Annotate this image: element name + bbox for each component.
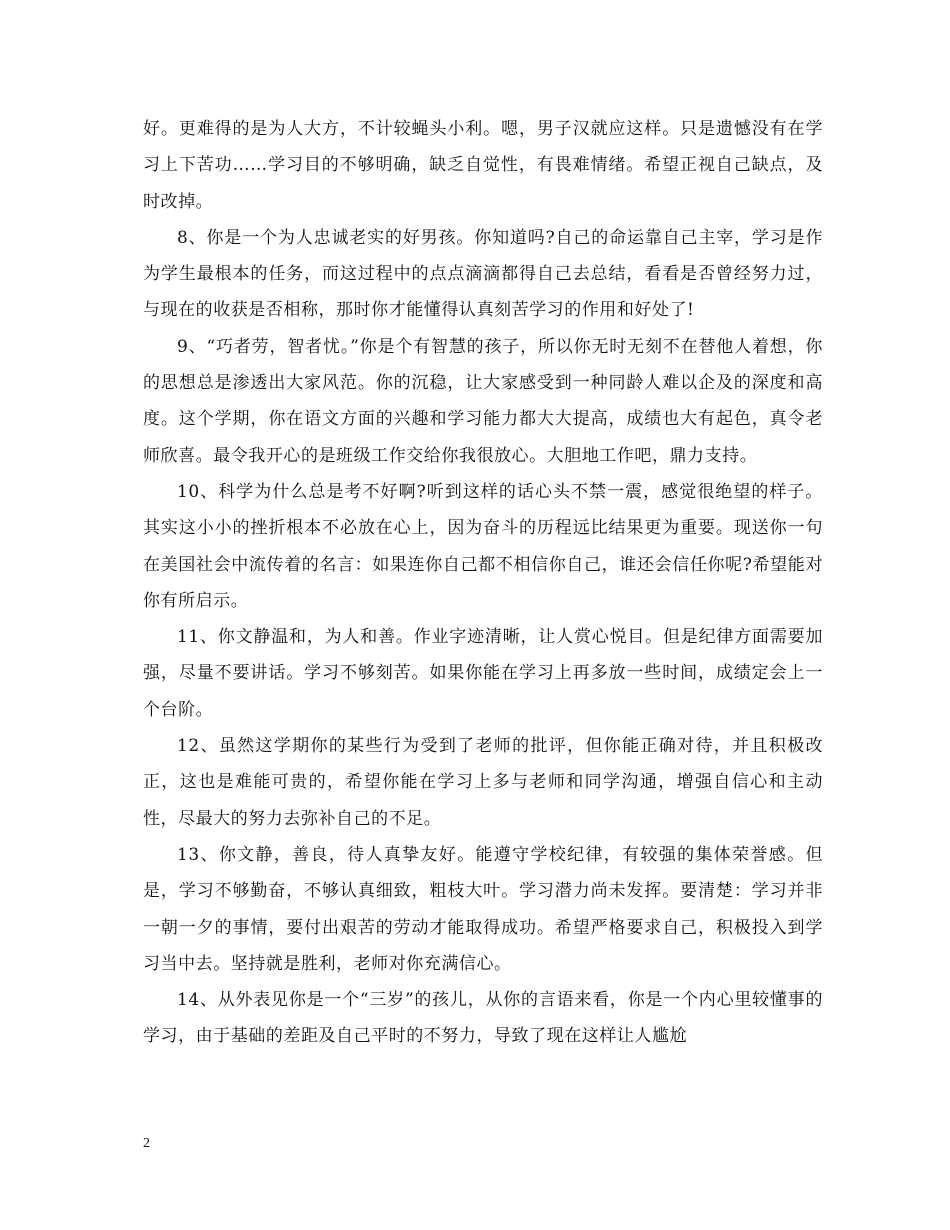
- paragraph-comment-8: 8、你是一个为人忠诚老实的好男孩。你知道吗?自己的命运靠自己主宰，学习是作为学生最根本的任务，而这过程中的点点滴滴都得自己去总结，看看是否曾经努力过，与现在的收获是否相称，那时你才能懂得认真刻苦学习的作用和好处了!: [143, 227, 823, 321]
- paragraph-comment-11: 11、你文静温和，为人和善。作业字迹清晰，让人赏心悦目。但是纪律方面需要加强，尽量不要讲话。学习不够刻苦。如果你能在学习上再多放一些时间，成绩定会上一个台阶。: [143, 627, 823, 720]
- paragraph-comment-9: 9、“巧者劳，智者忧。”你是个有智慧的孩子，所以你无时无刻不在替他人着想，你的思想总是渗透出大家风范。你的沉稳，让大家感受到一种同龄人难以企及的深度和高度。这个学期，你在语文方面的兴趣和学习能力都大大提高，成绩也大有起色，真令老师欣喜。最令我开心的是班级工作交给你我很放心。大胆地工作吧，鼎力支持。: [143, 336, 823, 466]
- page-number: 2: [143, 1136, 150, 1151]
- paragraph-comment-10: 10、科学为什么总是考不好啊?听到这样的话心头不禁一震，感觉很绝望的样子。其实这小小的挫折根本不必放在心上，因为奋斗的历程远比结果更为重要。现送你一句在美国社会中流传着的名言：如果连你自己都不相信你自己，谁还会信任你呢?希望能对你有所启示。: [143, 481, 823, 611]
- paragraph-comment-14: 14、从外表见你是一个“三岁”的孩儿，从你的言语来看，你是一个内心里较懂事的学习，由于基础的差距及自己平时的不努力，导致了现在这样让人尴尬: [143, 990, 823, 1047]
- paragraph-comment-13: 13、你文静，善良，待人真挚友好。能遵守学校纪律，有较强的集体荣誉感。但是，学习不够勤奋，不够认真细致，粗枝大叶。学习潜力尚未发挥。要清楚：学习并非一朝一夕的事情，要付出艰苦的劳动才能取得成功。希望严格要求自己，积极投入到学习当中去。坚持就是胜利，老师对你充满信心。: [143, 844, 823, 974]
- document-body: [143, 111, 823, 1055]
- paragraph-comment-12: 12、虽然这学期你的某些行为受到了老师的批评，但你能正确对待，并且积极改正，这也是难能可贵的，希望你能在学习上多与老师和同学沟通，增强自信心和主动性，尽最大的努力去弥补自己的不足。: [143, 736, 823, 829]
- paragraph-continuation: 好。更难得的是为人大方，不计较蝇头小利。嗯，男子汉就应这样。只是遗憾没有在学习上下苦功……学习目的不够明确，缺乏自觉性，有畏难情绪。希望正视自己缺点，及时改掉。: [143, 119, 823, 212]
